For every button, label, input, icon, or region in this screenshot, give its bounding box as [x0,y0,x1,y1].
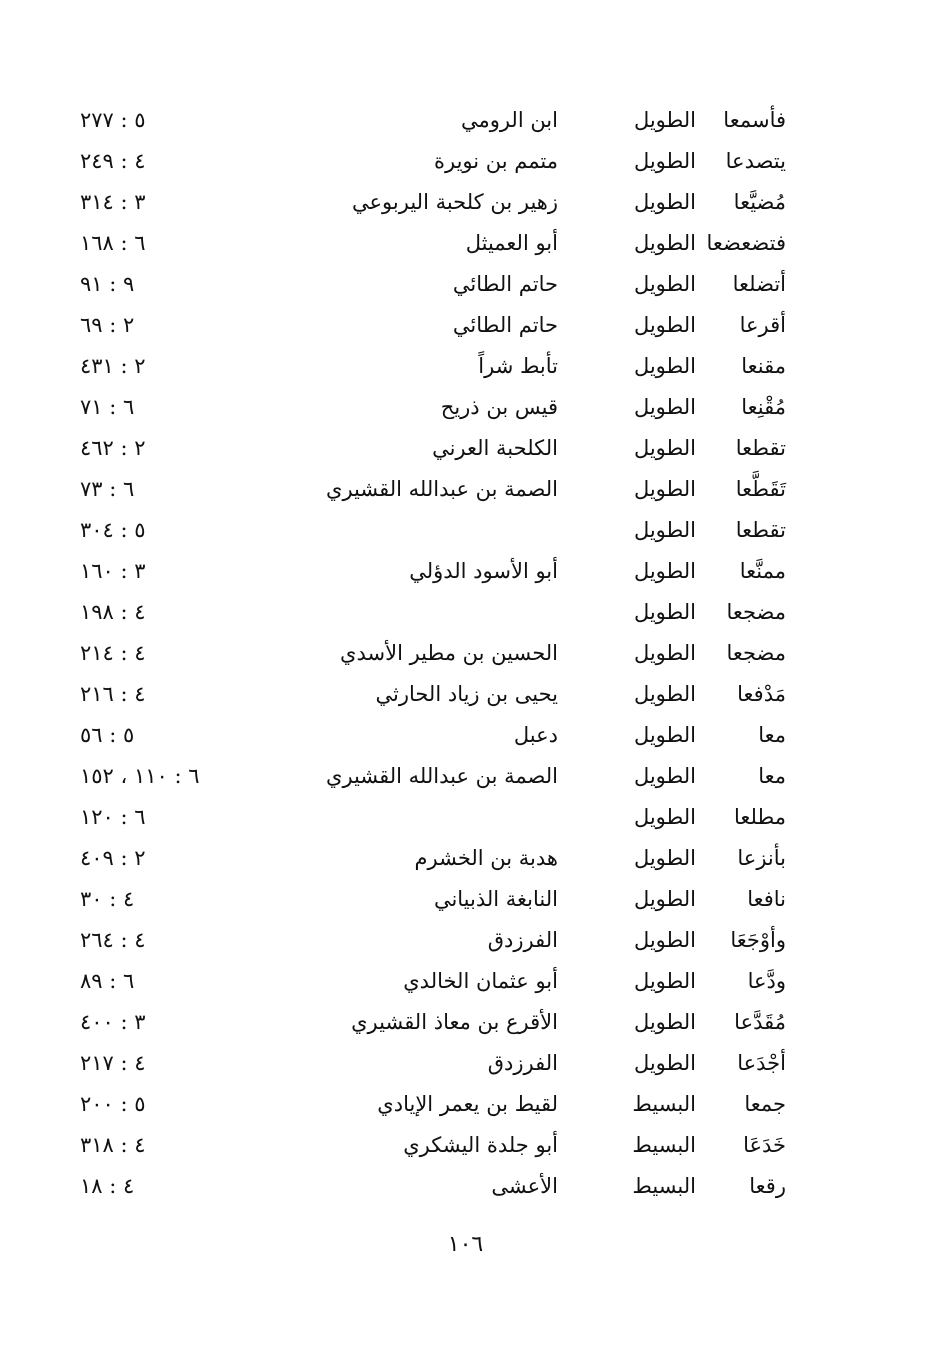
volume-page-reference: ٥ : ٢٠٠ [80,1092,146,1116]
volume-page-reference: ٢ : ٤٠٩ [80,846,146,870]
meter-name: الطويل [633,928,696,952]
index-row [70,387,800,428]
index-row [70,797,800,838]
poet-name: دعبل [513,723,558,747]
rhyme-word: يتصدعا [725,149,786,173]
index-row [70,551,800,592]
volume-page-reference: ٤ : ٢١٦ [80,682,146,706]
index-row [70,674,800,715]
rhyme-word: مُقْنِعا [741,395,786,419]
volume-page-reference: ٥ : ٣٠٤ [80,518,146,542]
poet-name: الصمة بن عبدالله القشيري [326,477,558,501]
rhyme-word: رقعا [749,1174,786,1198]
rhyme-word: تقطعا [735,518,786,542]
meter-name: الطويل [633,1051,696,1075]
volume-page-reference: ٤ : ٢١٧ [80,1051,146,1075]
volume-page-reference: ٤ : ١٨ [80,1174,135,1198]
volume-page-reference: ٢ : ٤٦٢ [80,436,146,460]
index-row [70,715,800,756]
meter-name: الطويل [633,108,696,132]
poet-name: الكلحبة العرني [432,436,558,460]
meter-name: الطويل [633,559,696,583]
poet-name: أبو الأسود الدؤلي [409,559,558,583]
meter-name: الطويل [633,846,696,870]
meter-name: الطويل [633,887,696,911]
index-row [70,305,800,346]
volume-page-reference: ٦ : ٧٣ [80,477,135,501]
volume-page-reference: ٩ : ٩١ [80,272,135,296]
volume-page-reference: ٦ : ١٢٠ [80,805,146,829]
poet-name: الفرزدق [487,1051,558,1075]
rhyme-word: أتضلعا [732,272,786,296]
index-row [70,756,800,797]
meter-name: الطويل [633,1010,696,1034]
index-row [70,1125,800,1166]
index-row [70,838,800,879]
rhyme-word: مضجعا [726,641,786,665]
index-row [70,141,800,182]
poet-name: الأعشى [491,1174,558,1198]
rhyme-word: ممنَّعا [739,559,786,583]
rhyme-word: فأسمعا [723,108,786,132]
rhyme-word: مُضيَّعا [733,190,786,214]
meter-name: الطويل [633,600,696,624]
poet-name: الحسين بن مطير الأسدي [340,641,558,665]
index-row [70,961,800,1002]
volume-page-reference: ٤ : ٣١٨ [80,1133,146,1157]
poet-name: ابن الرومي [460,108,558,132]
poet-name: أبو جلدة اليشكري [403,1133,558,1157]
index-row [70,1002,800,1043]
index-row [70,100,800,141]
meter-name: الطويل [633,764,696,788]
meter-name: البسيط [632,1092,696,1116]
rhyme-word: معا [758,764,786,788]
rhyme-word: جمعا [744,1092,786,1116]
index-row [70,1084,800,1125]
poet-name: حاتم الطائي [452,313,558,337]
rhyme-word: فتضعضعا [706,231,786,255]
volume-page-reference: ٦ : ١١٠ ، ١٥٢ [80,764,200,788]
volume-page-reference: ٣ : ٣١٤ [80,190,146,214]
index-row [70,223,800,264]
index-row [70,264,800,305]
meter-name: الطويل [633,436,696,460]
volume-page-reference: ٢ : ٤٣١ [80,354,146,378]
page-number: ١٠٦ [447,1232,484,1257]
meter-name: الطويل [633,518,696,542]
index-row [70,1043,800,1084]
volume-page-reference: ٤ : ٢٦٤ [80,928,146,952]
poet-name: يحيى بن زياد الحارثي [375,682,558,706]
rhyme-word: مطلعا [734,805,786,829]
meter-name: الطويل [633,190,696,214]
index-row [70,920,800,961]
meter-name: البسيط [632,1174,696,1198]
poet-name: النابغة الذبياني [433,887,558,911]
rhyme-word: معا [758,723,786,747]
index-row [70,469,800,510]
poet-name: زهير بن كلحبة اليربوعي [352,190,558,214]
meter-name: الطويل [633,272,696,296]
meter-name: الطويل [633,969,696,993]
volume-page-reference: ٢ : ٦٩ [80,313,135,337]
rhyme-word: أجْدَعا [737,1051,786,1075]
rhyme-word: تقطعا [735,436,786,460]
poet-name: متمم بن نويرة [433,149,558,173]
rhyme-word: ودَّعا [747,969,786,993]
rhyme-word: مقنعا [741,354,786,378]
meter-name: الطويل [633,395,696,419]
volume-page-reference: ٤ : ٢٤٩ [80,149,146,173]
volume-page-reference: ٤ : ٢١٤ [80,641,146,665]
volume-page-reference: ٥ : ٢٧٧ [80,108,146,132]
poet-name: حاتم الطائي [452,272,558,296]
rhyme-word: نافعا [747,887,786,911]
volume-page-reference: ٣ : ٤٠٠ [80,1010,146,1034]
rhyme-word: خَدَعَا [743,1133,786,1157]
volume-page-reference: ٤ : ٣٠ [80,887,135,911]
meter-name: الطويل [633,354,696,378]
index-row [70,633,800,674]
poet-name: هدبة بن الخشرم [414,846,558,870]
poetry-index-table [70,100,800,1207]
rhyme-word: أقرعا [739,313,786,337]
poet-name: أبو عثمان الخالدي [403,969,558,993]
poet-name: قيس بن ذريح [440,395,558,419]
poet-name: الفرزدق [487,928,558,952]
meter-name: الطويل [633,641,696,665]
volume-page-reference: ٥ : ٥٦ [80,723,135,747]
rhyme-word: مُقَدَّعا [734,1010,786,1034]
poet-name: الصمة بن عبدالله القشيري [326,764,558,788]
volume-page-reference: ٣ : ١٦٠ [80,559,146,583]
poet-name: أبو العميثل [465,231,558,255]
rhyme-word: مَدْفعا [737,682,786,706]
poet-name: الأقرع بن معاذ القشيري [351,1010,558,1034]
poet-name: لقيط بن يعمر الإيادي [377,1092,558,1116]
meter-name: الطويل [633,149,696,173]
meter-name: الطويل [633,313,696,337]
poet-name: تأبط شراً [478,354,558,378]
meter-name: الطويل [633,682,696,706]
volume-page-reference: ٦ : ١٦٨ [80,231,146,255]
index-row [70,1166,800,1207]
index-row [70,510,800,551]
volume-page-reference: ٤ : ١٩٨ [80,600,146,624]
meter-name: الطويل [633,723,696,747]
rhyme-word: تَقَطَّعا [735,477,786,501]
volume-page-reference: ٦ : ٨٩ [80,969,135,993]
index-row [70,182,800,223]
index-row [70,346,800,387]
meter-name: الطويل [633,231,696,255]
index-row [70,428,800,469]
meter-name: الطويل [633,477,696,501]
meter-name: الطويل [633,805,696,829]
rhyme-word: بأنزعا [737,846,786,870]
index-row [70,879,800,920]
rhyme-word: وأوْجَعَا [730,928,786,952]
volume-page-reference: ٦ : ٧١ [80,395,135,419]
rhyme-word: مضجعا [726,600,786,624]
index-row [70,592,800,633]
meter-name: البسيط [632,1133,696,1157]
